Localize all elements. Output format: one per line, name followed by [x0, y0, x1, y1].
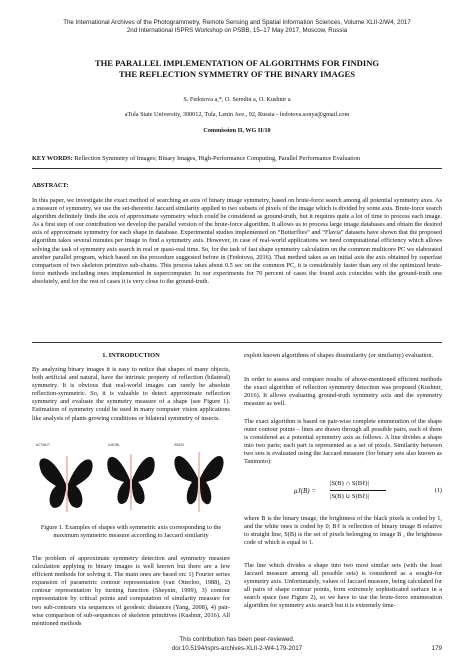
authors: S. Fedotova a,*, O. Seredin a, O. Kushnir a: [183, 96, 291, 103]
page-number: 179: [431, 645, 442, 652]
right-paragraph-2: In order to assess and compare results of above-mentioned efficient methods the exact algorithm of reflection symmetry detection was proposed (Kushnir, 2016). It allows evaluating ground-truth symmetry axis and the symmetry measure as well.: [244, 376, 442, 408]
equation-lhs: μJ(B) =: [294, 487, 317, 495]
intro-paragraph-2: The problem of approximate symmetry detection and symmetry measure calculation applying to binary images is well known but there are a few efficient methods for solving it. The main ones are based on: 1) Fourier series expansion of parametric contour representation (van Otterloo, 1988), 2) contour representation by turning function (Sheynin, 1999), 3) contour representation by critical points and computation of similarity measure for two sub-contours via sequences of geodesic distances (Yang, 2008), 4) pair-wise comparison of sub-sequences of skeleton primitives (Kushnir, 2016). All mentioned methods: [32, 555, 230, 627]
keywords-text: Reflection Symmetry of Images; Binary Images, High-Performance Computing, Parallel Performance Evaluation: [74, 155, 361, 162]
equation-tag: (1): [434, 487, 442, 494]
right-paragraph-5: The line which divides a shape into two most similar sets (with the least Jaccard measure among all possible sets) is considered as a sought-for symmetry axis. Unfortunately, values of Jaccard measure, being calculated for all pairs of shape contour points, form extremely sophisticated surface in a search space (see Figure 2), so we have to use the brute-force enumeration algorithm for symmetry axis search but it is extremely time-: [244, 562, 442, 610]
journal-header-line1: The International Archives of the Photogrammetry, Remote Sensing and Spatial Information Sciences, Volume XLII-2/W4, 2017: [63, 19, 411, 26]
right-paragraph-3: The exact algorithm is based on pair-wise complete enumeration of the shape outer contour points – lines are drawn through all possible pairs, each of them is considered as a potential symmetry axis as follows. A line divides a shape into two parts; each part is represented as a set of pixels. Similarity between two sets is evaluated using the Jaccard measure (for binary sets also known as Tanimoto):: [244, 418, 442, 466]
keywords: [32, 155, 442, 163]
figure-label-2: ILMORL: [108, 443, 120, 447]
intro-paragraph-1: By analyzing binary images it is easy to notice that shapes of many objects, both artificial and natural, have the intrinsic property of reflection (bilateral) symmetry. It is obvious that real-world images can rarely be absolute reflection-symmetric. So, it is valuable to detect approximate reflection symmetry and evaluate the symmetry measure of a shape (see Figure 1). Estimation of symmetry could be used in many computer vision applications like analysis of plants growing conditions or bilateral symmetry of insects.: [32, 366, 230, 422]
butterfly-figure: [32, 440, 230, 524]
figure-label-1: ACTWLIT: [36, 443, 50, 447]
footer-doi: doi:10.5194/isprs-archives-XLII-2-W4-179-2017: [171, 645, 303, 652]
equation-numerator: |S(B) ∩ S(Bℓ)|: [330, 480, 369, 487]
abstract-heading: ABSTRACT:: [32, 182, 69, 189]
right-paragraph-1: exploit known algorithms of shapes dissimilarity (or similarity) evaluation.: [244, 352, 434, 359]
divider-top: [32, 168, 442, 169]
footer-line1: This contribution has been peer-reviewed.: [179, 636, 295, 643]
equation-1: [244, 480, 442, 506]
keywords-label: KEY WORDS:: [32, 155, 73, 162]
equation-fraction-bar: [330, 490, 386, 491]
abstract-text: In this paper, we investigate the exact method of searching an axis of binary image symmetry, based on brute-force search among all potential symmetry axes. As a measure of symmetry, we use the set-theoretic Jaccard similarity applied to two subsets of pixels of the image which is divided by some axis. Brute-force search algorithm definitely finds the axis of approximate symmetry which could be considered as ground-truth, but it requires quite a lot of time to process each image. As a first step of our contribution we develop the parallel version of the brute-force algorithm. It allows us to process large image databases and obtain the desired axis of approximate symmetry for each shape in database. Experimental studies implemented on “Butterflies” and “Flavia” datasets have shown that the proposed algorithm takes several minutes per image to find a symmetry axis. However, in case of real-world applications we need computational efficiency which allows solving the task of symmetry axis search in real or quasi-real time. So, for the task of fast shape symmetry calculation on the common multicore PC we elaborated another parallel program, which based on the procedure suggested before in (Fedotova, 2016). That method takes as an initial axis the axis obtained by superfast comparison of two skeleton primitive sub-chains. This process takes about 0.5 sec on the common PC, it is considerably faster than any of the optimized brute-force methods including ones implemented in supercomputer. In our experiments for 70 percent of cases the found axis coincides with the ground-truth one absolutely, and for the rest of cases it is very close to the ground-truth.: [32, 197, 442, 285]
affiliation: aTula State University, 300012, Tula, Lenin Ave., 92, Russia - fedotova.sonya@gmail.com: [124, 111, 350, 118]
paper-title-line1: THE PARALLEL IMPLEMENTATION OF ALGORITHMS FOR FINDING: [94, 58, 380, 68]
figure-1: [32, 440, 230, 524]
butterfly-shape-2: [107, 443, 154, 510]
figure-label-3: ISMO4: [174, 443, 184, 447]
paper-title-line2: THE REFLECTION SYMMETRY OF THE BINARY IMAGES: [118, 69, 356, 79]
figure-1-caption: Figure 1. Examples of shapes with symmetric axis corresponding to the maximum symmetric measure according to Jaccard similarity: [40, 524, 222, 540]
commission: Commission II, WG II/10: [203, 127, 271, 134]
intro-heading: 1. INTRODUCTION: [102, 352, 160, 359]
divider-bottom: [32, 342, 442, 343]
equation-denominator: |S(B) ∪ S(Bℓ)|: [330, 493, 369, 500]
right-paragraph-4: where B is the binary image, the brightness of the black pixels is coded by 1, and the white ones is coded by 0; Bℓ is reflection of binary image B relative to straight line, S(B) is the set of pixels belonging to image B , the brightness code of which is equal to 1.: [244, 515, 442, 547]
butterfly-shape-1: [36, 443, 93, 512]
butterfly-shape-3: [174, 443, 224, 512]
journal-header-line2: 2nd International ISPRS Workshop on PSBB, 15–17 May 2017, Moscow, Russia: [126, 27, 348, 34]
